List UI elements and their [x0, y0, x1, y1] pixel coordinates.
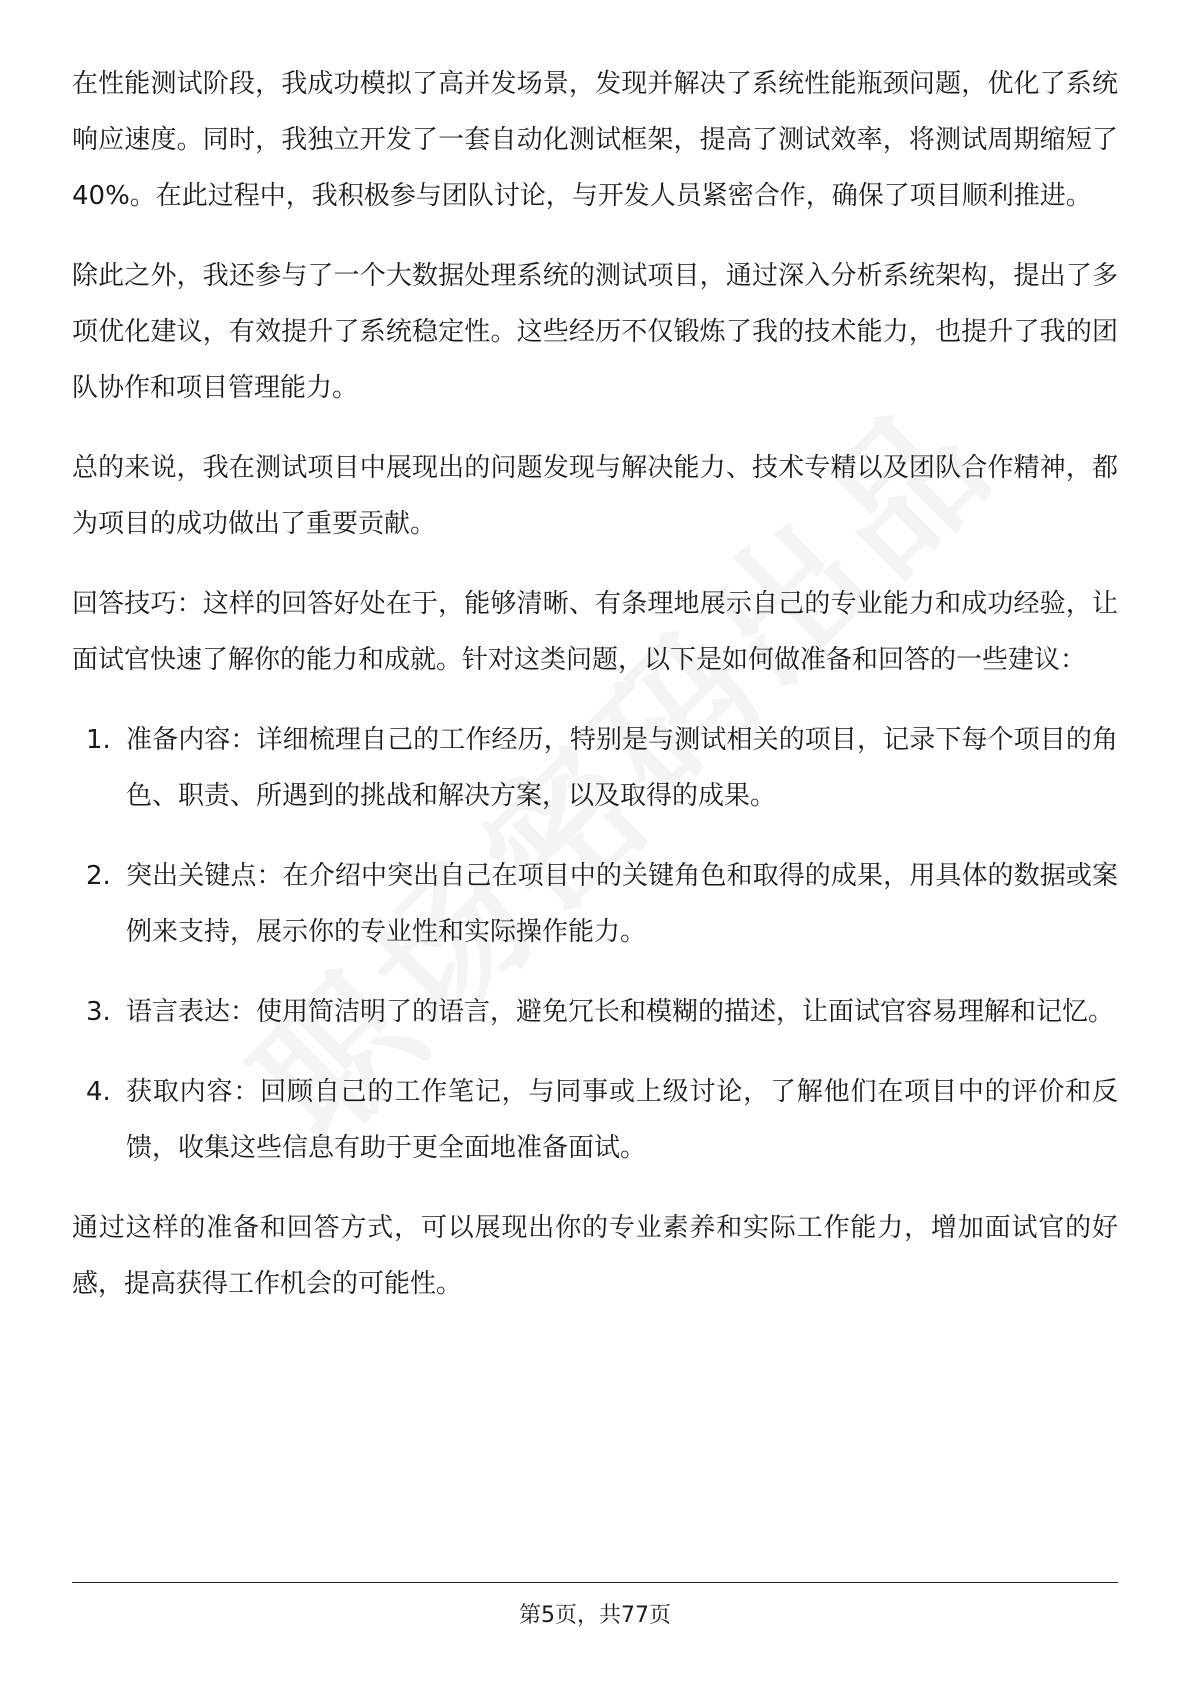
answer-tips-intro: 回答技巧：这样的回答好处在于，能够清晰、有条理地展示自己的专业能力和成功经验，让面试官快速了解你的能力和成就。针对这类问题，以下是如何做准备和回答的一些建议： [72, 589, 1118, 675]
document-body [72, 56, 1118, 1336]
list-item-text: 获取内容：回顾自己的工作笔记，与同事或上级讨论，了解他们在项目中的评价和反馈，收集这些信息有助于更全面地准备面试。 [126, 1077, 1118, 1163]
list-number: 2. [86, 861, 111, 891]
paragraph: 除此之外，我还参与了一个大数据处理系统的测试项目，通过深入分析系统架构，提出了多项优化建议，有效提升了系统稳定性。这些经历不仅锻炼了我的技术能力，也提升了我的团队协作和项目管理能力。 [72, 261, 1118, 403]
paragraph: 在性能测试阶段，我成功模拟了高并发场景，发现并解决了系统性能瓶颈问题，优化了系统响应速度。同时，我独立开发了一套自动化测试框架，提高了测试效率，将测试周期缩短了40%。在此过程中，我积极参与团队讨论，与开发人员紧密合作，确保了项目顺利推进。 [72, 69, 1118, 211]
list-item [72, 712, 1118, 824]
list-number: 1. [86, 725, 111, 755]
list-number: 3. [86, 997, 111, 1027]
list-item [72, 848, 1118, 960]
list-item-text: 语言表达：使用简洁明了的语言，避免冗长和模糊的描述，让面试官容易理解和记忆。 [126, 997, 1115, 1027]
tips-list [72, 712, 1118, 1176]
list-item-text: 准备内容：详细梳理自己的工作经历，特别是与测试相关的项目，记录下每个项目的角色、职责、所遇到的挑战和解决方案，以及取得的成果。 [126, 725, 1118, 811]
list-number: 4. [86, 1077, 111, 1107]
paragraph: 总的来说，我在测试项目中展现出的问题发现与解决能力、技术专精以及团队合作精神，都为项目的成功做出了重要贡献。 [72, 453, 1118, 539]
page-number: 第5页，共77页 [519, 1603, 671, 1628]
list-item-text: 突出关键点：在介绍中突出自己在项目中的关键角色和取得的成果，用具体的数据或案例来支持，展示你的专业性和实际操作能力。 [126, 861, 1118, 947]
closing-paragraph: 通过这样的准备和回答方式，可以展现出你的专业素养和实际工作能力，增加面试官的好感，提高获得工作机会的可能性。 [72, 1213, 1118, 1299]
list-item [72, 984, 1118, 1040]
list-item [72, 1064, 1118, 1176]
footer-divider [72, 1582, 1118, 1583]
